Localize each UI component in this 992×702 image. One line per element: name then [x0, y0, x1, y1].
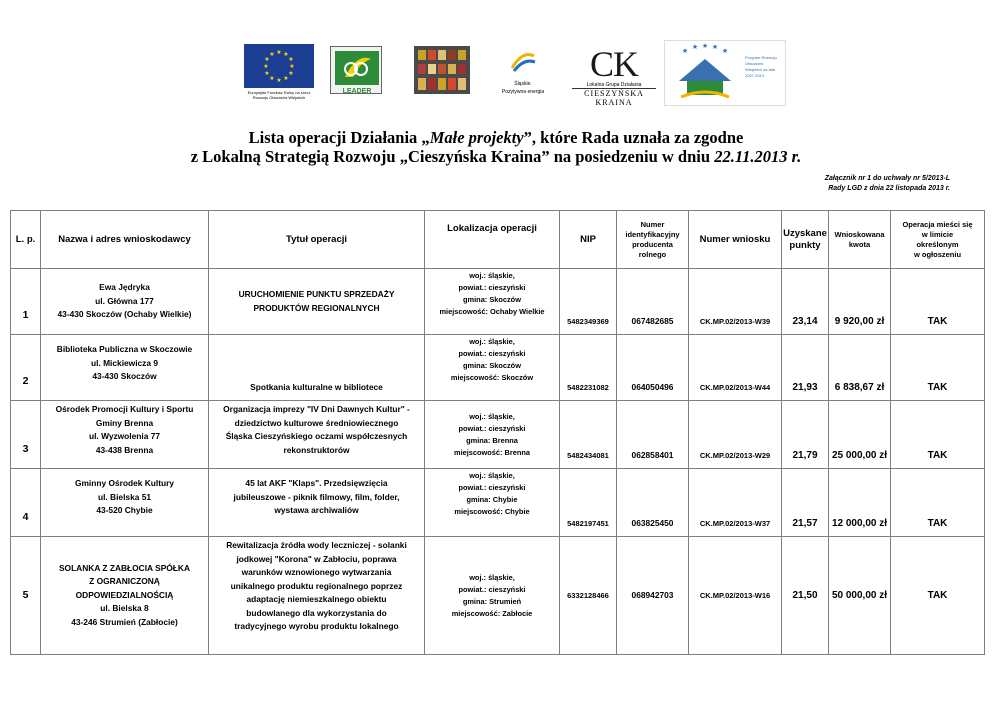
header-app-no: Numer wniosku [689, 211, 782, 269]
prow-house-icon [665, 41, 745, 105]
slaskie-line1: Śląskie. [514, 81, 532, 87]
header-nip: NIP [560, 211, 617, 269]
leader-logo [330, 46, 382, 94]
eu-caption: Europejski Fundusz Rolny na rzecz Rozwoju Obszarów Wiejskich [247, 90, 311, 100]
row-applicant: Ewa Jędryka ul. Główna 177 43-430 Skoczów (Ochaby Wielkie) [41, 269, 209, 335]
page-title-line1: Lista operacji Działania „Małe projekty”, które Rada uznała za zgodne [248, 128, 744, 147]
svg-text:★: ★ [276, 78, 282, 84]
ck-name: CIESZYŃSKA KRAINA [572, 88, 656, 107]
row-title: URUCHOMIENIE PUNKTU SPRZEDAŻY PRODUKTÓW REGIONALNYCH [209, 269, 425, 335]
row-producer: 063825450 [617, 469, 689, 537]
ck-logo [572, 44, 656, 107]
svg-text:★: ★ [276, 50, 282, 56]
row-lp: 3 [11, 401, 41, 469]
leader-icon [331, 47, 383, 95]
row-lp: 1 [11, 269, 41, 335]
row-applicant: Ośrodek Promocji Kultury i Sportu Gminy Brenna ul. Wyzwolenia 77 43-438 Brenna [41, 401, 209, 469]
ck-mark: CK [589, 44, 638, 84]
row-nip: 5482349369 [560, 269, 617, 335]
mosaic-logo [414, 46, 470, 94]
header-location: Lokalizacja operacji [425, 211, 560, 269]
row-producer: 062858401 [617, 401, 689, 469]
row-location: woj.: śląskie, powiat.: cieszyński gmina: Strumień miejscowość: Zabłocie [425, 537, 560, 655]
row-nip: 5482434081 [560, 401, 617, 469]
row-points: 21,79 [782, 401, 829, 469]
row-location: woj.: śląskie, powiat.: cieszyński gmina: Skoczów miejscowość: Ochaby Wielkie [425, 269, 560, 335]
header-row [11, 211, 985, 269]
header-within: Operacja mieści się w limicie określonym w ogłoszeniu [891, 211, 985, 269]
row-lp: 5 [11, 537, 41, 655]
table-row [11, 401, 985, 469]
table-row [11, 269, 985, 335]
svg-text:★: ★ [263, 64, 269, 70]
svg-text:★: ★ [269, 52, 275, 58]
svg-text:★: ★ [289, 64, 295, 70]
row-location: woj.: śląskie, powiat.: cieszyński gmina: Skoczów miejscowość: Skoczów [425, 335, 560, 401]
svg-text:★: ★ [701, 43, 709, 50]
row-amount: 9 920,00 zł [829, 269, 891, 335]
eu-flag-icon [244, 44, 314, 88]
row-producer: 067482685 [617, 269, 689, 335]
header-producer: Numer identyfikacyjny producenta rolnego [617, 211, 689, 269]
row-points: 21,57 [782, 469, 829, 537]
row-title: Rewitalizacja źródła wody leczniczej - solanki jodkowej "Korona" w Zabłociu, poprawa warunków wznowionego wytwarzania unikalnego produktu regionalnego poprzez adaptację niemieszkalnego obiektu budowlanego dla wykorzystania do tradycyjnego wyrobu produktu lokalnego [209, 537, 425, 655]
row-app-no: CK.MP.02/2013-W29 [689, 401, 782, 469]
row-applicant: Gminny Ośrodek Kultury ul. Bielska 51 43-520 Chybie [41, 469, 209, 537]
leader-text: LEADER [342, 88, 372, 95]
svg-text:★: ★ [264, 71, 270, 77]
logo-strip [0, 40, 992, 108]
svg-text:★: ★ [269, 76, 275, 82]
row-producer: 064050496 [617, 335, 689, 401]
svg-text:★: ★ [288, 57, 294, 63]
row-title: 45 lat AKF "Klaps". Przedsięwzięcia jubileuszowe - piknik filmowy, film, folder, wystawa archiwaliów [209, 469, 425, 537]
row-within: TAK [891, 537, 985, 655]
svg-text:★: ★ [283, 76, 289, 82]
row-within: TAK [891, 269, 985, 335]
svg-text:★: ★ [283, 52, 289, 58]
row-points: 21,93 [782, 335, 829, 401]
row-nip: 5482197451 [560, 469, 617, 537]
svg-text:★: ★ [264, 57, 270, 63]
svg-text:★: ★ [691, 44, 699, 51]
row-location: woj.: śląskie, powiat.: cieszyński gmina: Brenna miejscowość: Brenna [425, 401, 560, 469]
row-app-no: CK.MP.02/2013-W16 [689, 537, 782, 655]
operations-table [10, 210, 985, 655]
row-applicant: Biblioteka Publiczna w Skoczowie ul. Mickiewicza 9 43-430 Skoczów [41, 335, 209, 401]
row-title: Organizacja imprezy "IV Dni Dawnych Kultur" - dziedzictwo kulturowe średniowiecznego Śląska Cieszyńskiego oczami współczesnych rekonstruktorów [209, 401, 425, 469]
row-app-no: CK.MP.02/2013-W37 [689, 469, 782, 537]
prow-text: Program Rozwoju Obszarów Wiejskich na lata 2007-2013 [745, 55, 777, 78]
eu-flag-logo [244, 44, 314, 104]
svg-text:★: ★ [711, 44, 719, 51]
row-nip: 5482231082 [560, 335, 617, 401]
prow-logo [664, 40, 786, 106]
row-location: woj.: śląskie, powiat.: cieszyński gmina: Chybie miejscowość: Chybie [425, 469, 560, 537]
svg-text:★: ★ [288, 71, 294, 77]
header-name: Nazwa i adres wnioskodawcy [41, 211, 209, 269]
row-title: Spotkania kulturalne w bibliotece [209, 335, 425, 401]
row-app-no: CK.MP.02/2013-W44 [689, 335, 782, 401]
row-producer: 068942703 [617, 537, 689, 655]
row-amount: 6 838,67 zł [829, 335, 891, 401]
row-lp: 2 [11, 335, 41, 401]
header-amount: Wnioskowana kwota [829, 211, 891, 269]
row-points: 21,50 [782, 537, 829, 655]
row-applicant: SOLANKA Z ZABŁOCIA SPÓŁKA Z OGRANICZONĄ ODPOWIEDZIALNOŚCIĄ ul. Bielska 8 43-246 Strumień (Zabłocie) [41, 537, 209, 655]
svg-text:★: ★ [721, 48, 729, 55]
svg-text:★: ★ [681, 48, 689, 55]
resolution-note: Rady LGD z dnia 22 listopada 2013 r. [828, 185, 950, 192]
slaskie-line2: Pozytywna energia [501, 89, 545, 95]
attachment-note: Załącznik nr 1 do uchwały nr 5/2013-L [824, 175, 950, 182]
page-title-line2: z Lokalną Strategią Rozwoju „Cieszyńska Kraina” na posiedzeniu w dniu 22.11.2013 r. [190, 147, 802, 166]
row-within: TAK [891, 335, 985, 401]
mosaic-icon [414, 46, 470, 94]
row-amount: 25 000,00 zł [829, 401, 891, 469]
row-lp: 4 [11, 469, 41, 537]
header-lp: L. p. [11, 211, 41, 269]
slaskie-swirl-icon [508, 48, 538, 74]
row-amount: 12 000,00 zł [829, 469, 891, 537]
table-row [11, 537, 985, 655]
ck-subtitle: Lokalna Grupa Działania [586, 82, 642, 88]
row-app-no: CK.MP.02/2013-W39 [689, 269, 782, 335]
row-points: 23,14 [782, 269, 829, 335]
table-row [11, 335, 985, 401]
header-title: Tytuł operacji [209, 211, 425, 269]
row-amount: 50 000,00 zł [829, 537, 891, 655]
table-row [11, 469, 985, 537]
row-nip: 6332128466 [560, 537, 617, 655]
row-within: TAK [891, 401, 985, 469]
slaskie-logo [498, 48, 548, 98]
header-points: Uzyskane punkty [782, 211, 829, 269]
row-within: TAK [891, 469, 985, 537]
